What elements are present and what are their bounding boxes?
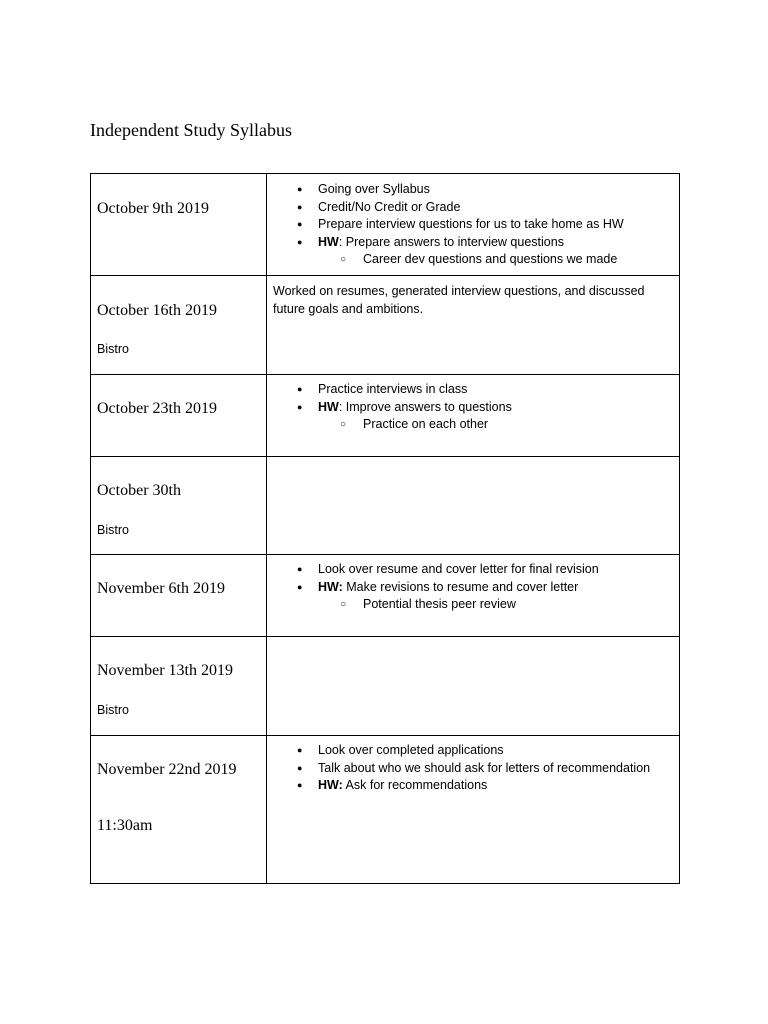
sub-bullet-list bbox=[318, 251, 673, 269]
session-date: November 22nd 2019 bbox=[97, 761, 237, 778]
session-date: October 23th 2019 bbox=[97, 400, 217, 417]
bullet-list bbox=[267, 375, 679, 434]
table-row bbox=[91, 375, 680, 457]
hw-text: : Improve answers to questions bbox=[338, 399, 512, 414]
list-item: ● Look over resume and cover letter for final revision bbox=[318, 561, 673, 579]
session-location: Bistro bbox=[97, 703, 129, 717]
notes-cell bbox=[267, 276, 680, 375]
hw-label: HW bbox=[318, 234, 339, 249]
notes-cell bbox=[267, 375, 680, 457]
list-item bbox=[318, 234, 673, 269]
list-item: ● Credit/No Credit or Grade bbox=[318, 199, 673, 217]
hw-label: HW bbox=[318, 399, 339, 414]
date-cell bbox=[91, 637, 267, 736]
notes-cell bbox=[267, 555, 680, 637]
notes-cell bbox=[267, 457, 680, 555]
notes-cell bbox=[267, 174, 680, 276]
sub-bullet-list bbox=[318, 416, 673, 434]
sub-list-item: ○ Potential thesis peer review bbox=[363, 596, 673, 614]
list-item: ● Going over Syllabus bbox=[318, 181, 673, 199]
date-cell bbox=[91, 736, 267, 884]
hw-text: Ask for recommendations bbox=[342, 778, 488, 792]
date-cell bbox=[91, 555, 267, 637]
session-time: 11:30am bbox=[97, 817, 153, 834]
sub-list-item: ○ Practice on each other bbox=[363, 416, 673, 434]
page-title: Independent Study Syllabus bbox=[90, 120, 292, 140]
session-location: Bistro bbox=[97, 342, 129, 356]
notes-cell bbox=[267, 736, 680, 884]
table-row bbox=[91, 555, 680, 637]
date-cell bbox=[91, 375, 267, 457]
date-cell bbox=[91, 276, 267, 375]
list-item: ● Practice interviews in class bbox=[318, 381, 673, 399]
sub-bullet-list bbox=[318, 596, 673, 614]
hw-text: : Prepare answers to interview questions bbox=[338, 234, 564, 249]
session-date: October 16th 2019 bbox=[97, 302, 217, 319]
date-cell bbox=[91, 457, 267, 555]
hw-label: HW: bbox=[318, 778, 343, 792]
bullet-list bbox=[267, 736, 679, 795]
table-row bbox=[91, 174, 680, 276]
syllabus-table bbox=[90, 173, 680, 884]
table-row bbox=[91, 276, 680, 375]
table-row bbox=[91, 457, 680, 555]
session-date: November 13th 2019 bbox=[97, 662, 233, 679]
hw-text: Make revisions to resume and cover letter bbox=[342, 579, 579, 594]
list-item bbox=[318, 579, 673, 614]
list-item: ● Look over completed applications bbox=[318, 742, 673, 760]
session-date: October 30th bbox=[97, 482, 181, 499]
list-item bbox=[318, 399, 673, 434]
list-item: ● Prepare interview questions for us to take home as HW bbox=[318, 216, 673, 234]
list-item bbox=[318, 777, 673, 795]
notes-cell bbox=[267, 637, 680, 736]
bullet-list bbox=[267, 555, 679, 614]
bullet-list bbox=[267, 174, 679, 269]
date-cell bbox=[91, 174, 267, 276]
session-date: October 9th 2019 bbox=[97, 200, 209, 217]
list-item: ● Talk about who we should ask for letters of recommendation bbox=[318, 760, 673, 778]
hw-label: HW: bbox=[318, 579, 343, 594]
sub-list-item: ○ Career dev questions and questions we made bbox=[363, 251, 673, 269]
table-row bbox=[91, 637, 680, 736]
session-notes: Worked on resumes, generated interview questions, and discussed future goals and ambitions. bbox=[273, 284, 645, 316]
session-location: Bistro bbox=[97, 523, 129, 537]
table-row bbox=[91, 736, 680, 884]
session-date: November 6th 2019 bbox=[97, 580, 225, 597]
